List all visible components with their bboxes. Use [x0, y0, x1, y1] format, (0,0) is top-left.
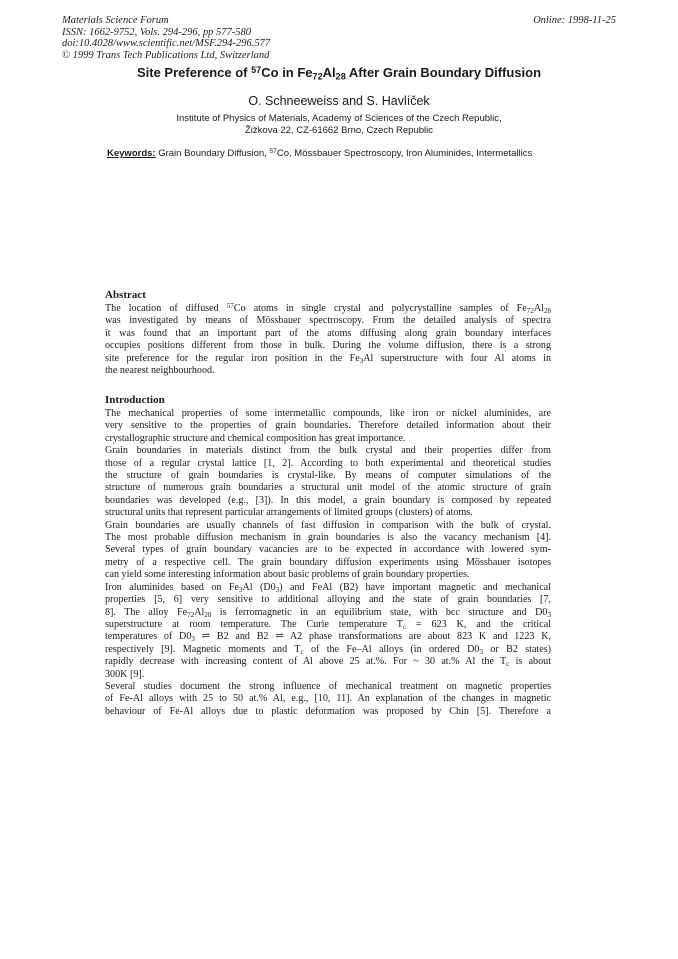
affiliation	[0, 113, 678, 136]
paper-authors: O. Schneeweiss and S. Havlíček	[248, 94, 430, 108]
paper-title: Site Preference of $^{57}$Co in $Fe_{72}Al_{28}$ After Grain Boundary Diffusion	[136, 64, 542, 82]
affiliation-line: Institute of Physics of Materials, Academy of Sciences of the Czech Republic,	[176, 113, 502, 124]
issn-line: ISSN: 1662-9752, Vols. 294-296, pp 577-580	[62, 26, 251, 38]
text-line: was investigated by means of Mössbauer spectroscopy. From the detailed analysis of spectra	[105, 315, 551, 327]
text-line: behaviour of Fe-Al alloys due to plastic deformation was proposed by Chin [5]. Therefore a	[105, 705, 551, 717]
text-line: those of a regular crystal lattice [1, 2]. According to both experimental and theoretical studies	[105, 457, 551, 469]
text-line: 300K [9].	[105, 668, 145, 680]
text-line: respectively [9]. Magnetic moments and $T_c$ of the Fe–Al alloys (in ordered $D0_3$ or B2 states)	[105, 643, 552, 656]
text-line: Several studies document the strong influence of mechanical treatment on magnetic properties	[105, 680, 551, 692]
doi-line[interactable]: doi:10.4028/www.scientific.net/MSF.294-296.577	[62, 38, 271, 49]
text-line: structural units that represent particular arrangements of limited groups (clusters) of atoms.	[105, 507, 473, 519]
text-line: boundaries was developed (e.g., [3]). In this model, a grain boundary is composed by repeated	[105, 494, 551, 506]
text-line: Iron aluminides based on $Fe_3Al$ $(D0_3)$ and FeAl (B2) have important magnetic and mechanical	[105, 581, 552, 594]
text-line: site preference for the regular iron position in the $Fe_3Al$ superstructure with four Al atoms in	[105, 352, 551, 365]
text-line: Grain boundaries are usually channels of fast diffusion in comparison with the bulk of crystal.	[105, 519, 551, 531]
text-line: properties [5, 6] very sensitive to additional alloying and the state of grain boundaries [7,	[105, 594, 551, 606]
introduction-body	[105, 408, 551, 718]
text-line: temperatures of $D0_3$ ⇌ B2 and B2 ⇌ A2 phase transformations are about 823 K and 1223 K,	[105, 631, 552, 644]
affiliation-line: Žižkova 22, CZ-61662 Brno, Czech Republic	[245, 124, 433, 136]
journal-name: Materials Science Forum	[62, 15, 169, 26]
text-line: rapidly decrease with increasing content of Al above 25 at.%. For ~ 30 at.% Al the $T_c$ is about	[105, 656, 551, 668]
citation-header	[62, 15, 270, 61]
keywords: Keywords: Grain Boundary Diffusion, $^{57}$Co, Mössbauer Spectroscopy, Iron Aluminides, Intermetallics	[107, 148, 533, 159]
text-line: Grain boundaries in materials distinct from the bulk crystal and their properties differ from	[105, 445, 551, 457]
text-line: metry of a respective cell. The grain boundary diffusion experiments using Mössbauer isotopes	[105, 556, 551, 568]
text-line: structure of numerous grain boundaries a structural unit model of the atomic structure of grain	[105, 482, 551, 494]
text-line: the structure of grain boundaries is crystal-like. By means of computer simulations of the	[105, 470, 551, 482]
text-line: can yield some interesting information about basic problems of grain boundary properties.	[105, 569, 470, 581]
abstract-body	[105, 303, 551, 377]
text-line: superstructure at room temperature. The Curie temperature $T_c = 623$ K, and the critical	[105, 618, 551, 631]
text-line: The mechanical properties of some intermetallic compounds, like iron or nickel aluminides, are	[105, 408, 551, 419]
text-line: The most probable diffusion mechanism in grain boundaries is also the vacancy mechanism [4].	[105, 532, 551, 544]
abstract-heading: Abstract	[105, 289, 146, 301]
text-line: of Fe-Al alloys with 25 to 50 at.% Al, e.g., [10, 11]. An explanation of the changes in magnetic	[105, 693, 551, 705]
text-line: occupies positions different from those in bulk. During the volume diffusion, there is a strong	[105, 340, 551, 352]
online-date: Online: 1998-11-25	[533, 15, 616, 26]
text-line: The location of diffused $^{57}$Co atoms in single crystal and polycrystalline samples of $Fe_{72}Al_{28}$	[105, 301, 551, 315]
copyright-line: © 1999 Trans Tech Publications Ltd, Switzerland	[62, 49, 270, 61]
text-line: 8]. The alloy $Fe_{72}Al_{28}$ is ferromagnetic in an equilibrium state, with bcc structure and $D0_3$	[105, 606, 551, 619]
text-line: very sensitive to the properties of grain boundaries. Therefore detailed information about their	[105, 420, 551, 432]
text-line: crystallographic structure and chemical composition has great importance.	[105, 432, 406, 444]
text-line: the nearest neighbourhood.	[105, 365, 215, 377]
text-line: it was found that an important part of the atoms diffusing along grain boundary interfaces	[105, 327, 551, 339]
keywords-label: Keywords:	[107, 148, 156, 159]
introduction-heading: Introduction	[105, 394, 165, 406]
text-line: Several types of grain boundary vacancies are to be expected in accordance with lowered sym-	[105, 544, 551, 556]
